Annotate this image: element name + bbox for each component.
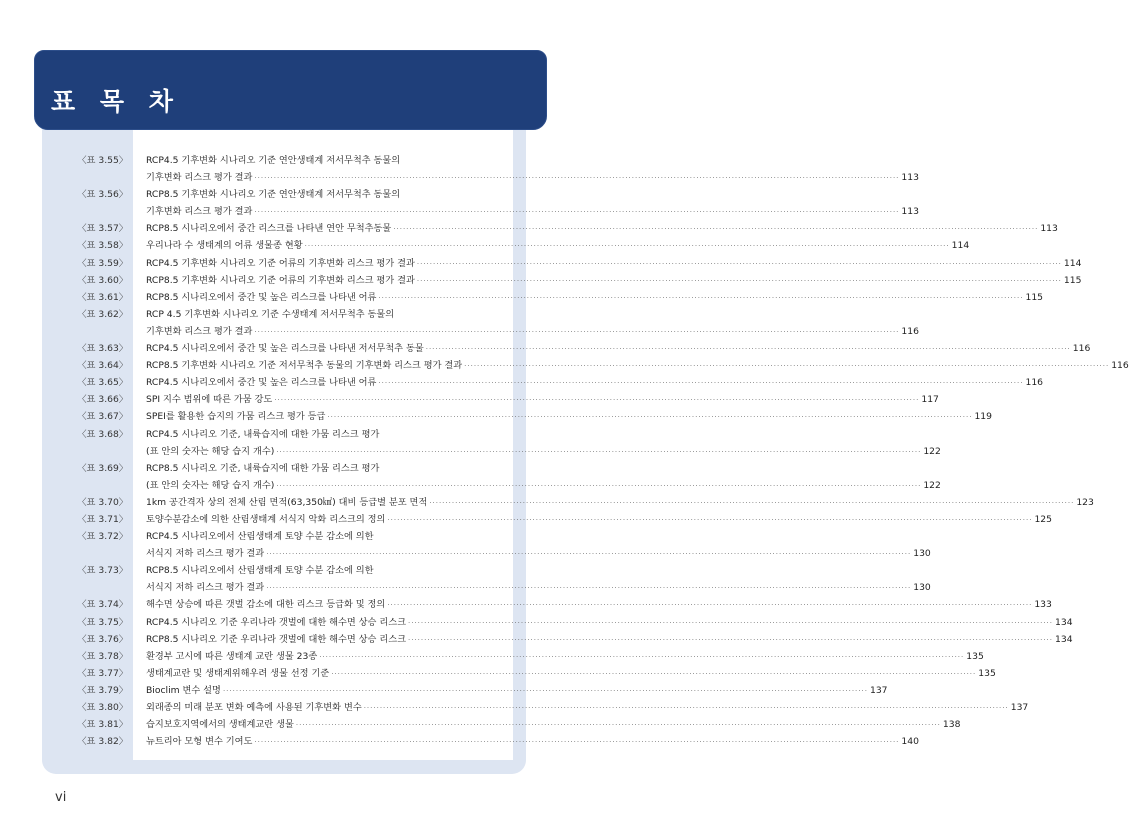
dot-leader: ········································································································································································································ (266, 584, 912, 593)
dot-leader: ········································································································································································································ (274, 396, 920, 405)
toc-entry-row[interactable] (60, 665, 996, 682)
dot-leader: ········································································································································································································ (464, 362, 1110, 371)
toc-entry-row[interactable] (60, 682, 888, 699)
toc-entry-title: RCP8.5 시나리오 기준 우리나라 갯벌에 대한 해수면 상승 리스크 (146, 633, 406, 645)
toc-entry-leader (146, 545, 931, 563)
toc-entry-title: 1km 공간격자 상의 전체 산림 면적(63,350㎢) 대비 등급별 분포 면적 (146, 496, 428, 508)
dot-leader: ········································································································································································································ (393, 225, 1039, 234)
toc-entry-row[interactable] (60, 494, 1094, 511)
toc-entry-title: 기후변화 리스크 평가 결과 (146, 172, 253, 184)
page-number: vi (55, 790, 67, 805)
toc-entry-page: 114 (1063, 257, 1082, 269)
toc-entry-row[interactable] (60, 528, 510, 545)
toc-entry-leader (146, 323, 919, 341)
toc-entry-title: RCP 4.5 기후변화 시나리오 기준 수생태계 저서무척추 동물의 (146, 308, 395, 320)
toc-entry-title: RCP8.5 시나리오에서 중간 리스크를 나타낸 연안 무척추동물 (146, 223, 392, 235)
dot-leader: ········································································································································································································ (407, 635, 1054, 644)
toc-entry-number: 〈표 3.78〉 (77, 650, 128, 662)
toc-entry-page: 140 (901, 736, 919, 748)
toc-entry-leader (146, 579, 931, 597)
toc-entry-page: 130 (913, 548, 931, 560)
toc-entry-row[interactable] (60, 460, 510, 477)
toc-entry-number: 〈표 3.62〉 (77, 308, 128, 320)
toc-entry-page: 113 (1040, 223, 1058, 235)
toc-entry-page: 134 (1055, 633, 1073, 645)
toc-entry-leader (146, 272, 1082, 290)
toc-entry-number: 〈표 3.80〉 (77, 702, 128, 713)
toc-entry-number: 〈표 3.56〉 (77, 189, 128, 201)
dot-leader: ········································································································································································································ (254, 174, 900, 183)
toc-entry-page: 122 (923, 445, 941, 457)
toc-entry-leader (146, 614, 1073, 632)
toc-entry-number: 〈표 3.65〉 (77, 377, 128, 389)
title-banner (34, 50, 547, 130)
toc-entry-number: 〈표 3.69〉 (77, 462, 128, 474)
toc-entry-row[interactable] (60, 631, 1073, 648)
toc-entry-page: 123 (1076, 496, 1094, 508)
toc-entry-number: 〈표 3.61〉 (77, 291, 128, 303)
toc-entry-title: (표 안의 숫자는 해당 습지 개수) (146, 479, 275, 491)
toc-entry-title: SPEI를 활용한 습지의 가뭄 리스크 평가 등급 (146, 411, 326, 423)
toc-entry-row[interactable] (60, 169, 919, 186)
toc-entry-page: 130 (913, 582, 931, 594)
toc-entry-page: 125 (1034, 513, 1052, 525)
toc-entry-leader (146, 596, 1052, 614)
toc-entry-page: 114 (951, 240, 970, 252)
toc-entry-row[interactable] (60, 443, 941, 460)
toc-entry-leader (146, 699, 1029, 717)
toc-entry-leader (146, 255, 1082, 273)
toc-entry-page: 113 (901, 172, 919, 184)
dot-leader: ········································································································································································································ (416, 259, 1062, 268)
toc-entry-title: RCP8.5 기후변화 시나리오 기준 어류의 기후변화 리스크 평가 결과 (146, 274, 415, 286)
toc-entry-row[interactable] (60, 357, 1129, 374)
toc-entry-number: 〈표 3.71〉 (77, 513, 128, 525)
toc-entry-row[interactable] (60, 477, 941, 494)
toc-entry-title: 기후변화 리스크 평가 결과 (146, 325, 253, 337)
toc-entry-row[interactable] (60, 186, 510, 203)
page-title: 표 목 차 (51, 87, 181, 116)
toc-entry-title: 생태계교란 및 생태계위해우려 생물 선정 기준 (146, 667, 330, 679)
toc-entry-row[interactable] (60, 648, 984, 665)
toc-entry-row[interactable] (60, 340, 1091, 357)
toc-entry-row[interactable] (60, 614, 1073, 631)
toc-entry-leader (146, 340, 1091, 358)
dot-leader: ········································································································································································································ (429, 498, 1075, 507)
toc-entry-title: RCP4.5 기후변화 시나리오 기준 어류의 기후변화 리스크 평가 결과 (146, 257, 415, 269)
dot-leader: ········································································································································································································ (331, 669, 977, 678)
toc-entry-page: 116 (1111, 360, 1129, 372)
dot-leader: ········································································································································································································ (387, 515, 1033, 524)
toc-entry-number: 〈표 3.82〉 (77, 736, 128, 748)
dot-leader: ········································································································································································································ (276, 481, 922, 490)
toc-entry-title: 서식지 저하 리스크 평가 결과 (146, 582, 265, 594)
toc-entry-number: 〈표 3.57〉 (77, 223, 128, 235)
toc-entry-row[interactable] (60, 596, 1052, 613)
toc-entry-row[interactable] (60, 323, 919, 340)
dot-leader: ········································································································································································································ (378, 293, 1024, 302)
dot-leader: ········································································································································································································ (295, 721, 941, 730)
toc-entry-number: 〈표 3.70〉 (77, 496, 128, 508)
dot-leader: ········································································································································································································ (222, 686, 868, 695)
dot-leader: ········································································································································································································ (327, 413, 973, 422)
toc-entry-number: 〈표 3.76〉 (77, 633, 128, 645)
toc-entry-row[interactable] (60, 391, 939, 408)
toc-entry-number: 〈표 3.58〉 (77, 240, 128, 252)
toc-entry-leader (146, 203, 919, 221)
toc-entry-number: 〈표 3.77〉 (77, 667, 128, 679)
toc-entry-page: 134 (1055, 616, 1073, 628)
toc-entry-number: 〈표 3.66〉 (77, 394, 128, 406)
toc-entry-title: 해수면 상승에 따른 갯벌 감소에 대한 리스크 등급화 및 정의 (146, 599, 386, 611)
toc-entry-leader (146, 665, 996, 683)
toc-entry-title: 우리나라 수 생태계의 어류 생물종 현황 (146, 240, 303, 252)
toc-entry-title: 습지보호지역에서의 생태계교란 생물 (146, 719, 294, 731)
toc-entry-row[interactable] (60, 374, 1044, 391)
dot-leader: ········································································································································································································ (266, 550, 912, 559)
toc-entry-leader (146, 220, 1058, 238)
toc-entry-row[interactable] (60, 255, 1082, 272)
toc-entry-page: 116 (901, 325, 919, 337)
toc-entry-leader (146, 169, 919, 187)
toc-entry-leader (146, 716, 961, 734)
toc-entry-row[interactable] (60, 408, 992, 425)
toc-entry-row[interactable] (60, 272, 1082, 289)
dot-leader: ········································································································································································································ (304, 242, 950, 251)
toc-entry-title: Bioclim 변수 설명 (146, 684, 221, 696)
toc-entry-row[interactable] (60, 220, 1058, 237)
toc-entry-row[interactable] (60, 699, 1029, 716)
toc-entry-number: 〈표 3.55〉 (77, 155, 128, 166)
toc-entry-title: RCP8.5 시나리오에서 산림생태계 토양 수분 감소에 의한 (146, 565, 374, 577)
toc-entry-title: 기후변화 리스크 평가 결과 (146, 206, 253, 218)
toc-entry-leader (146, 648, 984, 666)
toc-entry-title: (표 안의 숫자는 해당 습지 개수) (146, 445, 275, 457)
toc-entry-title: 환경부 고시에 따른 생태계 교란 생물 23종 (146, 650, 318, 662)
toc-entry-title: 뉴트리아 모형 변수 기여도 (146, 736, 253, 748)
toc-entry-leader (146, 289, 1044, 307)
toc-entry-page: 135 (978, 667, 996, 679)
toc-entry-page: 116 (1025, 377, 1044, 389)
toc-entry-number: 〈표 3.75〉 (77, 616, 128, 628)
toc-entry-row[interactable] (60, 716, 961, 733)
toc-entry-page: 135 (966, 650, 984, 662)
dot-leader: ········································································································································································································ (407, 618, 1054, 627)
toc-entry-leader (146, 357, 1129, 375)
toc-entry-number: 〈표 3.81〉 (77, 719, 128, 731)
toc-entry-leader (146, 477, 941, 495)
toc-entry-page: 115 (1063, 274, 1082, 286)
dot-leader: ········································································································································································································ (387, 601, 1033, 610)
toc-entry-number: 〈표 3.79〉 (77, 684, 128, 696)
toc-entry-page: 137 (869, 684, 888, 696)
toc-entry-leader (146, 237, 970, 255)
toc-entry-title: 토양수분감소에 의한 산림생태계 서식지 악화 리스크의 정의 (146, 513, 386, 525)
dot-leader: ········································································································································································································ (254, 738, 900, 747)
toc-entry-row[interactable] (60, 579, 931, 596)
dot-leader: ········································································································································································································ (363, 704, 1009, 712)
toc-entry-title: RCP8.5 기후변화 시나리오 기준 연안생태계 저서무척추 동물의 (146, 189, 401, 201)
dot-leader: ········································································································································································································ (425, 345, 1071, 354)
toc-entry-page: 133 (1034, 599, 1052, 611)
toc-entry-title: SPI 지수 범위에 따른 가뭄 강도 (146, 394, 273, 406)
table-of-contents (60, 152, 1129, 750)
toc-entry-number: 〈표 3.73〉 (77, 565, 128, 577)
toc-entry-number: 〈표 3.72〉 (77, 531, 128, 543)
toc-entry-leader (146, 631, 1073, 649)
toc-entry-title: 외래종의 미래 분포 변화 예측에 사용된 기후변화 변수 (146, 702, 362, 713)
toc-entry-page: 119 (974, 411, 992, 423)
toc-entry-leader (146, 408, 992, 426)
dot-leader: ········································································································································································································ (254, 208, 900, 217)
toc-entry-page: 122 (923, 479, 941, 491)
toc-entry-row[interactable] (60, 306, 510, 323)
toc-entry-number: 〈표 3.63〉 (77, 343, 128, 355)
toc-entry-number: 〈표 3.60〉 (77, 274, 128, 286)
toc-entry-page: 117 (921, 394, 939, 406)
toc-entry-title: RCP8.5 기후변화 시나리오 기준 저서무척추 동물의 기후변화 리스크 평가 결과 (146, 360, 463, 372)
toc-entry-title: RCP4.5 시나리오 기준, 내륙습지에 대한 가뭄 리스크 평가 (146, 428, 380, 440)
dot-leader: ········································································································································································································ (378, 379, 1024, 388)
toc-entry-page: 137 (1010, 702, 1029, 713)
toc-entry-title: RCP4.5 기후변화 시나리오 기준 연안생태계 저서무척추 동물의 (146, 155, 401, 166)
toc-entry-leader (146, 391, 939, 409)
toc-entry-leader (146, 511, 1052, 529)
toc-entry-title: RCP4.5 시나리오 기준 우리나라 갯벌에 대한 해수면 상승 리스크 (146, 616, 406, 628)
dot-leader: ········································································································································································································ (276, 447, 922, 456)
toc-entry-number: 〈표 3.74〉 (77, 599, 128, 611)
dot-leader: ········································································································································································································ (319, 652, 965, 661)
toc-entry-row[interactable] (60, 203, 919, 220)
toc-entry-title: RCP4.5 시나리오에서 중간 및 높은 리스크를 나타낸 어류 (146, 377, 377, 389)
toc-entry-number: 〈표 3.68〉 (77, 428, 128, 440)
toc-entry-page: 115 (1025, 291, 1044, 303)
toc-entry-page: 113 (901, 206, 919, 218)
toc-entry-leader (146, 733, 919, 751)
toc-entry-row[interactable] (60, 152, 510, 169)
toc-entry-title: RCP8.5 시나리오 기준, 내륙습지에 대한 가뭄 리스크 평가 (146, 462, 380, 474)
toc-entry-row[interactable] (60, 289, 1044, 306)
toc-entry-row[interactable] (60, 733, 919, 750)
toc-entry-title: 서식지 저하 리스크 평가 결과 (146, 548, 265, 560)
toc-entry-number: 〈표 3.64〉 (77, 360, 128, 372)
toc-entry-row[interactable] (60, 426, 510, 443)
toc-entry-title: RCP8.5 시나리오에서 중간 및 높은 리스크를 나타낸 어류 (146, 291, 377, 303)
toc-entry-leader (146, 443, 941, 461)
toc-entry-title: RCP4.5 시나리오에서 산림생태계 토양 수분 감소에 의한 (146, 531, 374, 543)
toc-entry-row[interactable] (60, 237, 970, 254)
toc-entry-leader (146, 494, 1094, 512)
toc-entry-title: RCP4.5 시나리오에서 중간 및 높은 리스크를 나타낸 저서무척추 동물 (146, 343, 424, 355)
toc-entry-row[interactable] (60, 545, 931, 562)
toc-entry-number: 〈표 3.67〉 (77, 411, 128, 423)
toc-entry-row[interactable] (60, 562, 510, 579)
dot-leader: ········································································································································································································ (254, 327, 900, 336)
toc-entry-leader (146, 374, 1044, 392)
toc-entry-page: 138 (942, 719, 961, 731)
toc-entry-page: 116 (1072, 343, 1091, 355)
toc-entry-number: 〈표 3.59〉 (77, 257, 128, 269)
toc-entry-row[interactable] (60, 511, 1052, 528)
toc-entry-leader (146, 682, 888, 700)
dot-leader: ········································································································································································································ (416, 276, 1062, 285)
